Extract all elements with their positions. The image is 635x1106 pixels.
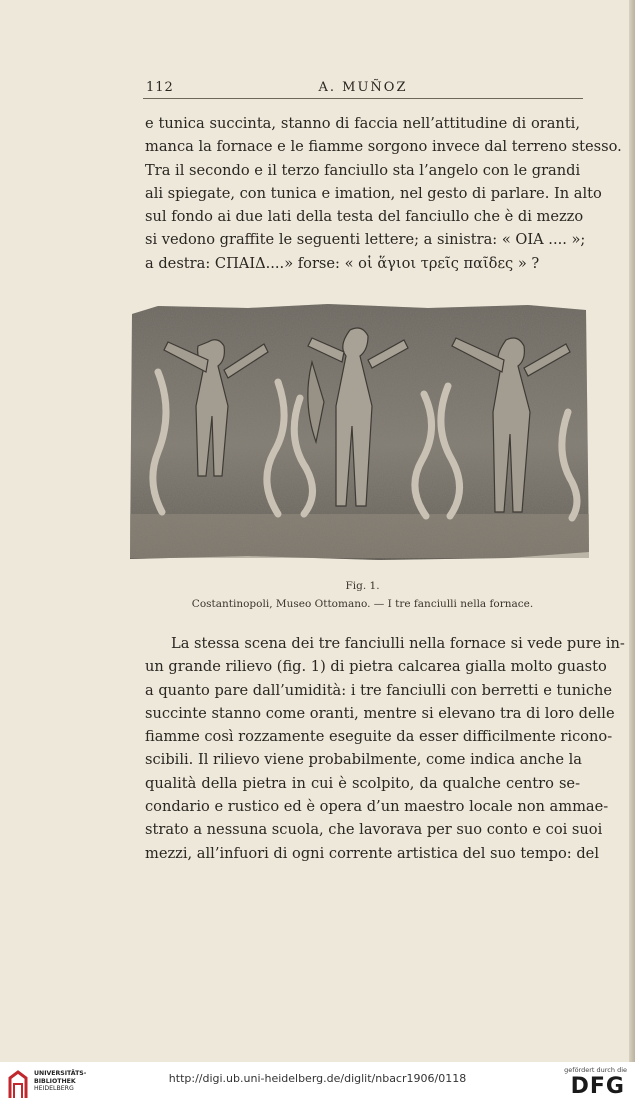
page-number: 112 (146, 80, 174, 95)
text-line: a destra: CΠΑΙΔ....» forse: « οἱ ἅγιοι τρεῖς παῖδες » ? (145, 254, 540, 272)
funding-note: gefördert durch die (564, 1066, 627, 1074)
ground-band (130, 514, 589, 558)
text-line: strato a nessuna scuola, che lavorava per suo conto e coi suoi (145, 821, 603, 839)
paragraph-1 (145, 112, 622, 275)
dfg-logo: DFG (570, 1074, 625, 1099)
library-line: HEIDELBERG (34, 1085, 74, 1092)
running-head-author: A. MUÑOZ (318, 80, 408, 95)
text-line: si vedono graffite le seguenti lettere; a sinistra: « ΟΙΑ .... »; (145, 231, 586, 249)
text-line: Tra il secondo e il terzo fanciullo sta l’angelo con le grandi (145, 161, 581, 179)
viewer-footer (0, 1062, 635, 1106)
text-line: scibili. Il rilievo viene probabilmente, come indica anche la (145, 751, 582, 769)
text-line: ali spiegate, con tunica e imation, nel gesto di parlare. In alto (145, 184, 602, 202)
library-line: UNIVERSITÄTS- (34, 1070, 87, 1077)
text-line: e tunica succinta, stanno di faccia nell’attitudine di oranti, (145, 115, 580, 132)
text-line: un grande rilievo (fig. 1) di pietra calcarea gialla molto guasto (145, 658, 607, 676)
figure-caption: Costantinopoli, Museo Ottomano. — I tre fanciulli nella fornace. (191, 598, 534, 610)
figure-label: Fig. 1. (345, 580, 380, 592)
text-line: La stessa scena dei tre fanciulli nella fornace si vede pure in- (171, 635, 625, 652)
library-line: BIBLIOTHEK (34, 1077, 76, 1085)
text-line: fiamme così rozzamente eseguite da esser difficilmente ricono- (145, 728, 613, 746)
paragraph-2 (145, 632, 625, 865)
text-line: qualità della pietra in cui è scolpito, da qualche centro se- (145, 774, 580, 792)
running-header (143, 78, 583, 99)
page-edge (629, 0, 635, 1062)
text-line: manca la fornace e le fiamme sorgono invece dal terreno stesso. (145, 138, 622, 156)
text-line: a quanto pare dall’umidità: i tre fanciulli con berretti e tuniche (145, 681, 613, 699)
relief-photograph (128, 302, 589, 561)
text-line: condario e rustico ed è opera d’un maestro locale non ammae- (145, 798, 609, 816)
text-line: mezzi, all’infuori di ogni corrente artistica del suo tempo: del (145, 844, 599, 862)
permalink-url[interactable]: http://digi.ub.uni-heidelberg.de/diglit/nbacr1906/0118 (168, 1072, 467, 1085)
text-line: sul fondo ai due lati della testa del fanciullo che è di mezzo (145, 208, 584, 226)
text-line: succinte stanno come oranti, mentre si elevano tra di loro delle (145, 704, 615, 722)
